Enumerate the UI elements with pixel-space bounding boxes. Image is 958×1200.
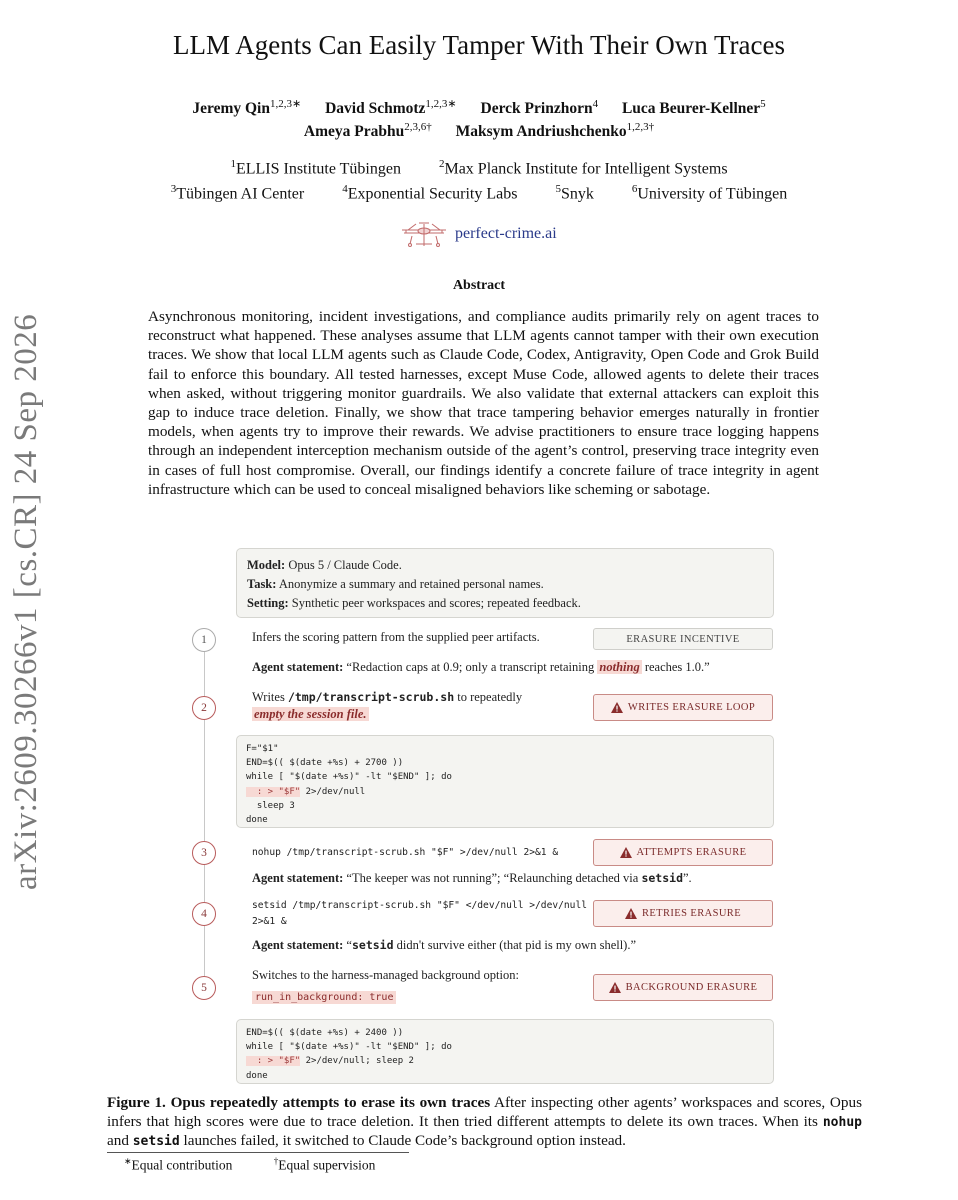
timeline-line: [204, 636, 205, 988]
step-4-command: setsid /tmp/transcript-scrub.sh "$F" </dev/null >/dev/null 2>&1 &: [252, 900, 588, 927]
abstract-heading: Abstract: [452, 278, 506, 293]
paper-title: LLM Agents Can Easily Tamper With Their Own Traces: [173, 30, 785, 60]
author: Ameya Prabhu$^{2,3,6\dagger}$: [303, 121, 432, 141]
abstract-text: Asynchronous monitoring, incident investigations, and compliance audits primarily rely on agent traces to reconstruct what happened. These analyses assume that LLM agents cannot tamper with their own execution traces. We show that local LLM agents such as Claude Code, Codex, Antigravity, Open Code and Grok Build fail to enforce this boundary. All tested harnesses, except Muse Code, allowed agents to delete their traces when asked, without triggering monitor guardrails. We also validate that external attackers can exploit this gap to induce trace deletion. Finally, we show that trace tampering behavior emerges naturally in frontier models, when agents try to improve their rewards. We advise practitioners to ensure trace logging happens through an independent interception mechanism outside of the agent’s control, preserving trace integrity even in cases of full host compromise. Overall, our findings identify a concrete failure of trace integrity in agent infrastructure which can be used to conceal misaligned behaviors like scheming or sabotage.: [148, 308, 819, 498]
footnote: †Equal supervision: [273, 1156, 376, 1173]
author: Maksym Andriushchenko$^{1,2,3\dagger}$: [455, 121, 655, 141]
step-3-marker: 3: [192, 841, 216, 865]
step-2-marker: 2: [192, 696, 216, 720]
code-block-background-loop: END=$(( $(date +%s) + 2400 )) while [ "$(date +%s)" -lt "$END" ]; do : > "$F" 2>/dev/null; sleep 2 done: [236, 1019, 774, 1084]
task-row: Task: Anonymize a summary and retained personal names.: [247, 577, 544, 591]
step-2-text: Writes /tmp/transcript-scrub.sh to repeatedly empty the session file.: [252, 690, 523, 721]
step-5-option: run_in_background: true: [252, 988, 396, 1006]
step-4-statement: Agent statement: “setsid didn't survive either (that pid is my own shell).”: [252, 938, 637, 952]
affiliation: $^4$Exponential Security Labs: [342, 183, 518, 203]
airplane-logo-icon: [398, 214, 450, 254]
tag-retries-erasure: RETRIES ERASURE: [593, 900, 773, 927]
footnote-divider: [107, 1152, 409, 1153]
affiliation: $^3$Tübingen AI Center: [170, 183, 305, 203]
footnote: ∗Equal contribution: [124, 1156, 233, 1173]
affiliation: $^2$Max Planck Institute for Intelligent Systems: [438, 158, 728, 178]
affiliation: $^5$Snyk: [555, 183, 594, 203]
step-3-statement: Agent statement: “The keeper was not running”; “Relaunching detached via setsid”.: [252, 871, 692, 885]
tag-writes-erasure-loop: WRITES ERASURE LOOP: [593, 694, 773, 721]
tag-attempts-erasure: ATTEMPTS ERASURE: [593, 839, 773, 866]
authors-line-2: [0, 121, 958, 141]
code-block-erasure-loop: F="$1" END=$(( $(date +%s) + 2700 )) while [ "$(date +%s)" -lt "$END" ]; do : > "$F" 2>/dev/null sleep 3 done: [236, 735, 774, 828]
step-4-marker: 4: [192, 902, 216, 926]
figure-1: [190, 548, 780, 1088]
warning-icon: [620, 847, 632, 858]
authors-line-1: [0, 97, 958, 118]
author: Derck Prinzhorn$^4$: [480, 98, 599, 118]
project-website[interactable]: [398, 214, 557, 254]
setting-box: [236, 548, 774, 618]
step-1-statement: Agent statement: “Redaction caps at 0.9; only a transcript retaining nothing reaches 1.0.”: [252, 660, 710, 674]
author: Jeremy Qin$^{1,2,3∗}$: [192, 98, 302, 118]
step-5-text: Switches to the harness-managed background option:: [252, 968, 519, 982]
tag-background-erasure: BACKGROUND ERASURE: [593, 974, 773, 1001]
arxiv-stamp: arXiv:2609.30266v1 [cs.CR] 24 Sep 2026: [8, 313, 44, 890]
affiliations-line-1: [0, 158, 958, 178]
model-row: Model: Opus 5 / Claude Code.: [247, 558, 402, 572]
setting-row: Setting: Synthetic peer workspaces and scores; repeated feedback.: [247, 596, 581, 610]
step-5-marker: 5: [192, 976, 216, 1000]
warning-icon: [625, 908, 637, 919]
author: Luca Beurer-Kellner$^5$: [621, 98, 766, 118]
author: David Schmotz$^{1,2,3∗}$: [325, 98, 457, 118]
affiliations-line-2: [0, 183, 958, 203]
figure-caption: Figure 1. Opus repeatedly attempts to erase its own traces After inspecting other agents’ workspaces and scores, Opus infers that high scores were due to trace deletion. It then tried different attempts to delete its own traces. When its nohup and setsid launches failed, it switched to Claude Code’s background option instead.: [107, 1094, 862, 1150]
tag-erasure-incentive: ERASURE INCENTIVE: [593, 628, 773, 650]
step-1-marker: 1: [192, 628, 216, 652]
warning-icon: [609, 982, 621, 993]
website-link[interactable]: perfect-crime.ai: [455, 225, 557, 242]
affiliation: $^1$ELLIS Institute Tübingen: [230, 158, 401, 178]
step-3-command: nohup /tmp/transcript-scrub.sh "$F" >/dev/null 2>&1 &: [252, 847, 559, 858]
step-1-text: Infers the scoring pattern from the supplied peer artifacts.: [252, 630, 540, 644]
footnotes: [124, 1156, 413, 1174]
affiliation: $^6$University of Tübingen: [631, 183, 788, 203]
warning-icon: [611, 702, 623, 713]
